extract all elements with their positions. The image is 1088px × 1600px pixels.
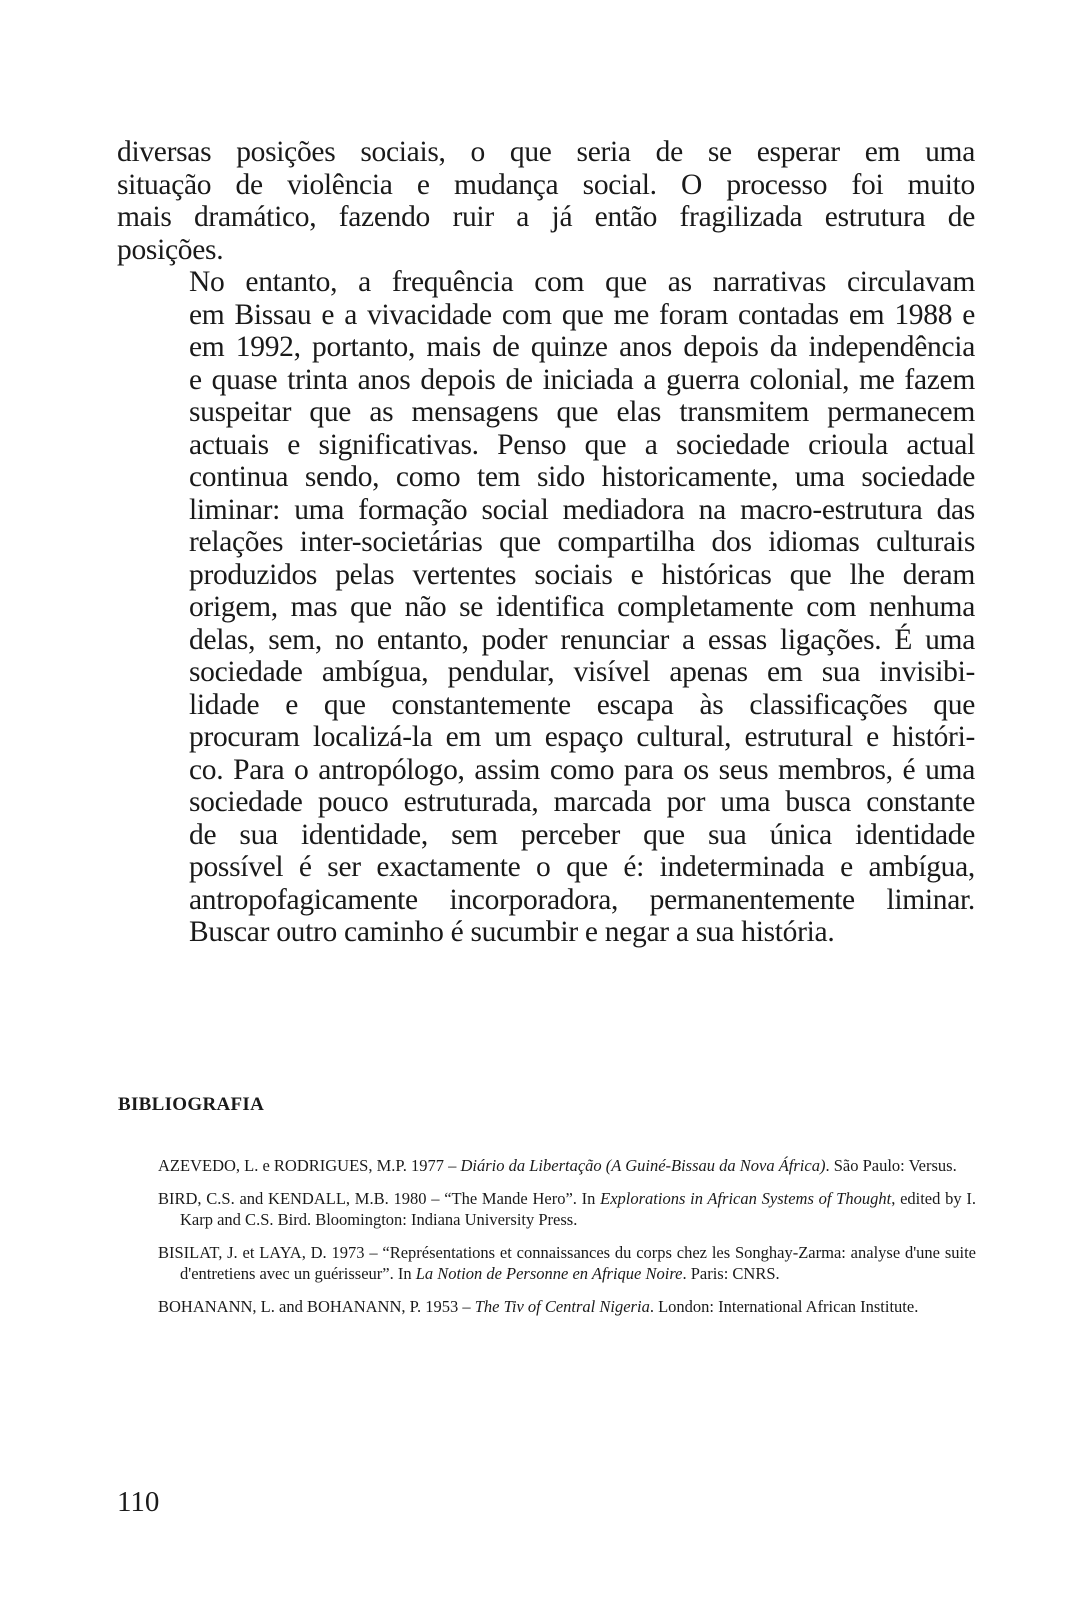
bibliography-heading: BIBLIOGRAFIA <box>118 1094 265 1115</box>
text-line: origem, mas que não se identifica completamente com nenhuma <box>189 591 975 623</box>
page-number: 110 <box>117 1486 160 1518</box>
bibliography-entry <box>158 1242 976 1284</box>
text-line: situação de violência e mudança social. O processo foi muito <box>117 168 975 201</box>
text-line: relações inter-societárias que compartilha dos idiomas culturais <box>189 526 975 558</box>
text-line: mais dramático, fazendo ruir a já então fragilizada estrutura de <box>117 201 975 233</box>
bibliography-list <box>158 1155 976 1329</box>
text-line: sociedade pouco estruturada, marcada por uma busca constante <box>189 786 975 818</box>
entry-authors: AZEVEDO, L. e RODRIGUES, M.P. 1977 – <box>158 1156 461 1175</box>
text-line: e quase trinta anos depois de iniciada a guerra colonial, me fazem <box>189 363 975 396</box>
text-line: antropofagicamente incorporadora, permanentemente liminar. <box>189 883 975 916</box>
text-line: actuais e significativas. Penso que a sociedade crioula actual <box>189 428 975 461</box>
text-line: possível é ser exactamente o que é: indeterminada e ambígua, <box>189 851 975 883</box>
text-line: continua sendo, como tem sido historicamente, uma sociedade <box>189 461 975 493</box>
text-line: co. Para o antropólogo, assim como para os seus membros, é uma <box>189 753 975 786</box>
bibliography-entry <box>158 1188 976 1230</box>
text-line: procuram localizá-la em um espaço cultural, estrutural e históri- <box>189 721 975 753</box>
entry-publisher: . Paris: CNRS. <box>682 1264 780 1283</box>
paragraph-1 <box>117 136 975 266</box>
entry-title: The Tiv of Central Nigeria <box>474 1297 650 1316</box>
text-line: Buscar outro caminho é sucumbir e negar a sua história. <box>189 916 835 948</box>
entry-authors: BISILAT, J. et LAYA, D. 1973 – “Représentations et connaissances du corps chez les Songhay-Zarma: analyse d'une suite d'entretiens avec un guérisseur”. In <box>158 1243 976 1283</box>
entry-authors: BOHANANN, L. and BOHANANN, P. 1953 – <box>158 1297 475 1316</box>
text-line: em Bissau e a vivacidade com que me foram contadas em 1988 e <box>189 298 975 331</box>
paragraph-2 <box>117 266 975 949</box>
body-text <box>117 136 975 949</box>
bibliography-entry <box>158 1296 976 1317</box>
text-line: lidade e que constantemente escapa às classificações que <box>189 688 975 721</box>
text-line: liminar: uma formação social mediadora na macro-estrutura das <box>189 493 975 526</box>
text-line: No entanto, a frequência com que as narrativas circulavam <box>189 266 975 298</box>
text-line: suspeitar que as mensagens que elas transmitem permanecem <box>189 396 975 428</box>
text-line: diversas posições sociais, o que seria de se esperar em uma <box>117 136 975 168</box>
text-line: produzidos pelas vertentes sociais e históricas que lhe deram <box>189 558 975 591</box>
text-line: de sua identidade, sem perceber que sua única identidade <box>189 818 975 851</box>
entry-publisher: , edited by I. Karp and C.S. Bird. Bloomington: Indiana University Press. <box>180 1189 976 1229</box>
entry-title: Explorations in African Systems of Thought <box>600 1189 892 1208</box>
text-line: sociedade ambígua, pendular, visível apenas em sua invisibi- <box>189 656 975 688</box>
entry-publisher: . London: International African Institute. <box>649 1297 919 1316</box>
entry-title: Diário da Libertação (A Guiné-Bissau da Nova África) <box>460 1156 826 1175</box>
text-line: em 1992, portanto, mais de quinze anos depois da independência <box>189 331 975 363</box>
entry-title: La Notion de Personne en Afrique Noire <box>415 1264 683 1283</box>
entry-authors: BIRD, C.S. and KENDALL, M.B. 1980 – “The Mande Hero”. In <box>158 1189 601 1208</box>
entry-publisher: . São Paulo: Versus. <box>825 1156 957 1175</box>
text-line: delas, sem, no entanto, poder renunciar a essas ligações. É uma <box>189 623 975 656</box>
text-line: posições. <box>117 233 224 266</box>
bibliography-entry <box>158 1155 976 1176</box>
